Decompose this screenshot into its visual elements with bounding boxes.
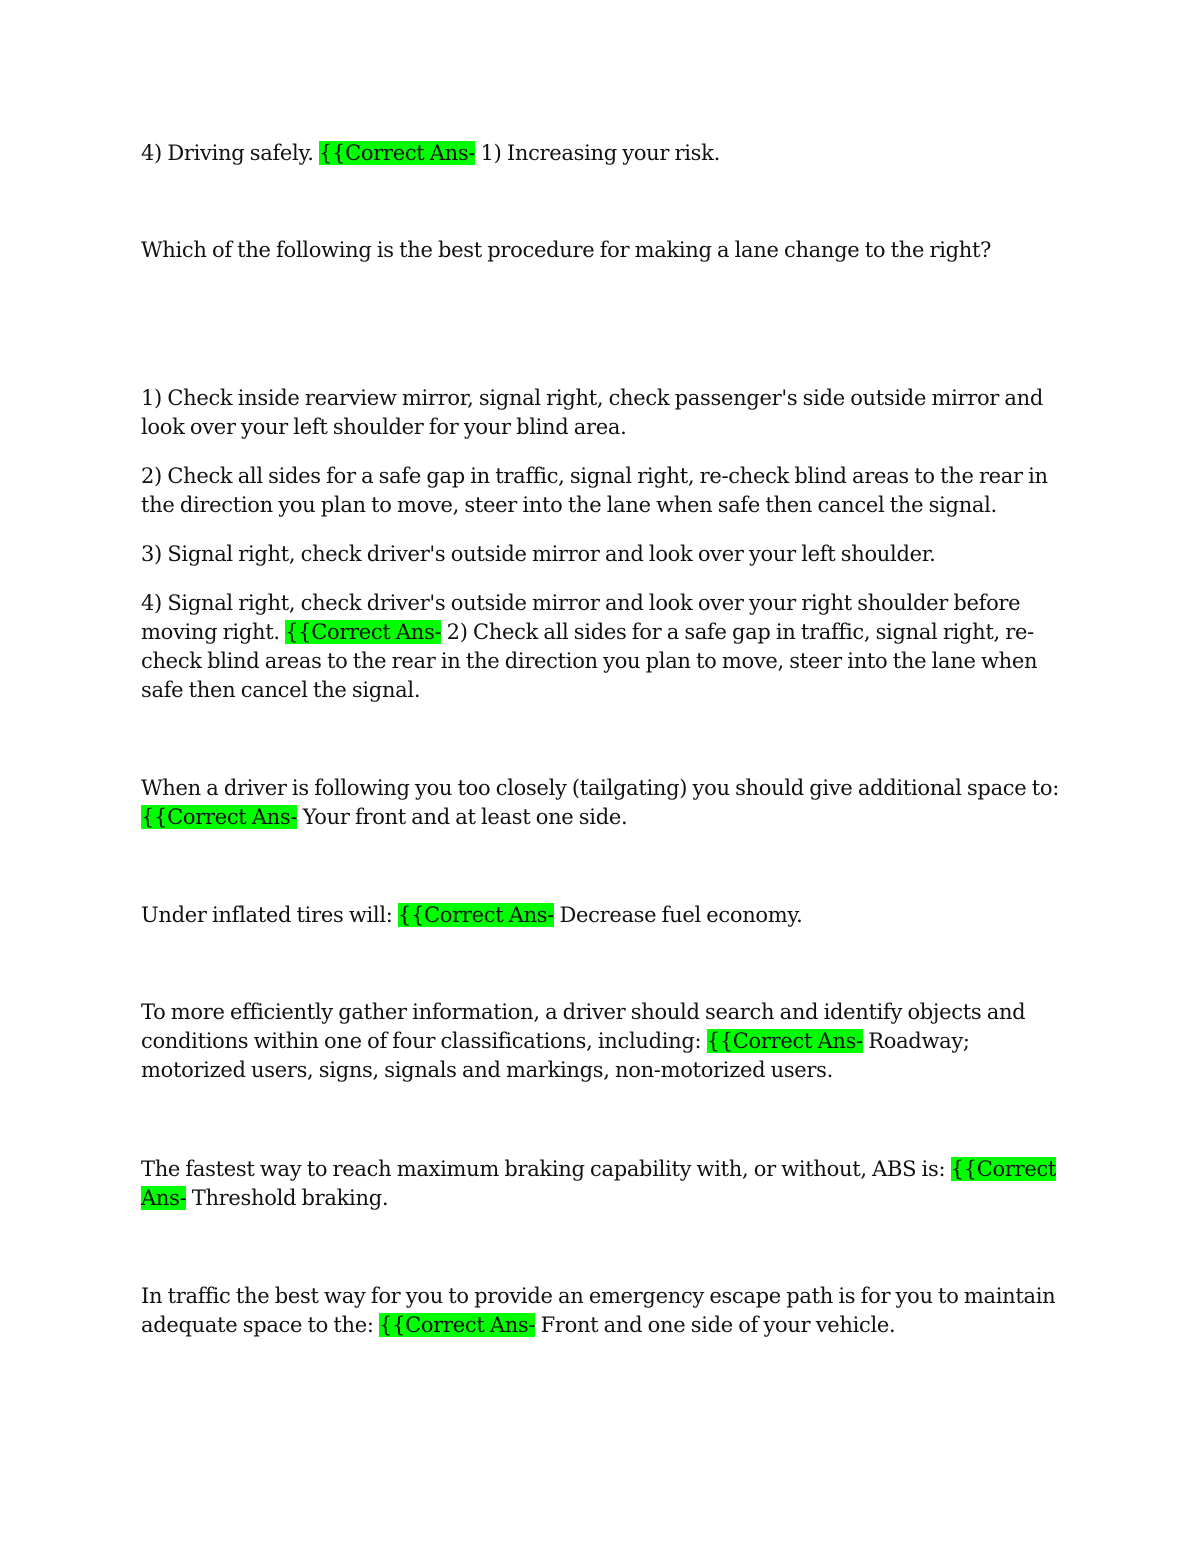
option-text: 2) Check all sides for a safe gap in traffic, signal right, re-check blind areas to the rear in the direction you plan to move, steer into the lane when safe then cancel the signal. <box>141 464 1048 517</box>
answer-text: Decrease fuel economy. <box>554 903 803 927</box>
question-escape-path <box>141 1282 1071 1340</box>
correct-answer-highlight: {{Correct Ans- <box>318 141 476 165</box>
answer-text: Your front and at least one side. <box>297 805 628 829</box>
question-text: In traffic the best way for you to provide an emergency escape path is for you to maintain adequate space to the: <box>141 1284 1056 1337</box>
answer-text: 1) Increasing your risk. <box>475 141 720 165</box>
answer-text: Threshold braking. <box>186 1186 389 1210</box>
answer-text: 2) Check all sides for a safe gap in traffic, signal right, re-check blind areas to the rear in the direction you plan to move, steer into the lane when safe then cancel the signal. <box>141 620 1038 702</box>
question-lane-change <box>141 236 1071 265</box>
option-3 <box>141 540 1071 569</box>
question-text: Which of the following is the best procedure for making a lane change to the right? <box>141 238 992 262</box>
correct-answer-highlight: {{Correct Ans- <box>379 1313 536 1337</box>
option-text: 1) Check inside rearview mirror, signal right, check passenger's side outside mirror and look over your left shoulder for your blind area. <box>141 386 1044 439</box>
answer-text: Roadway; motorized users, signs, signals and markings, non-motorized users. <box>141 1029 970 1082</box>
correct-answer-highlight: {{Correct Ans- <box>706 1029 863 1053</box>
question-text: Under inflated tires will: <box>141 903 398 927</box>
option-4-with-answer <box>141 589 1071 705</box>
question-text: 4) Driving safely. <box>141 141 319 165</box>
question-gather-information <box>141 998 1071 1085</box>
question-text: When a driver is following you too closely (tailgating) you should give additional space to: <box>141 776 1060 800</box>
question-text: The fastest way to reach maximum braking capability with, or without, ABS is: <box>141 1157 951 1181</box>
correct-answer-highlight: {{Correct Ans- <box>141 1157 1057 1210</box>
option-2 <box>141 462 1071 520</box>
answer-text: Front and one side of your vehicle. <box>535 1313 896 1337</box>
question-tailgating <box>141 774 1071 832</box>
question-text: To more efficiently gather information, a driver should search and identify objects and conditions within one of four classifications, including: <box>141 1000 1026 1053</box>
question-braking <box>141 1155 1071 1213</box>
correct-answer-highlight: {{Correct Ans- <box>141 805 298 829</box>
option-text: 3) Signal right, check driver's outside mirror and look over your left shoulder. <box>141 542 936 566</box>
correct-answer-highlight: {{Correct Ans- <box>397 903 555 927</box>
option-text: 4) Signal right, check driver's outside mirror and look over your right shoulder before moving right. <box>141 591 1021 644</box>
answer-line-driving-safely <box>141 139 1071 168</box>
correct-answer-highlight: {{Correct Ans- <box>285 620 442 644</box>
question-tires <box>141 901 1071 930</box>
option-1 <box>141 384 1071 442</box>
